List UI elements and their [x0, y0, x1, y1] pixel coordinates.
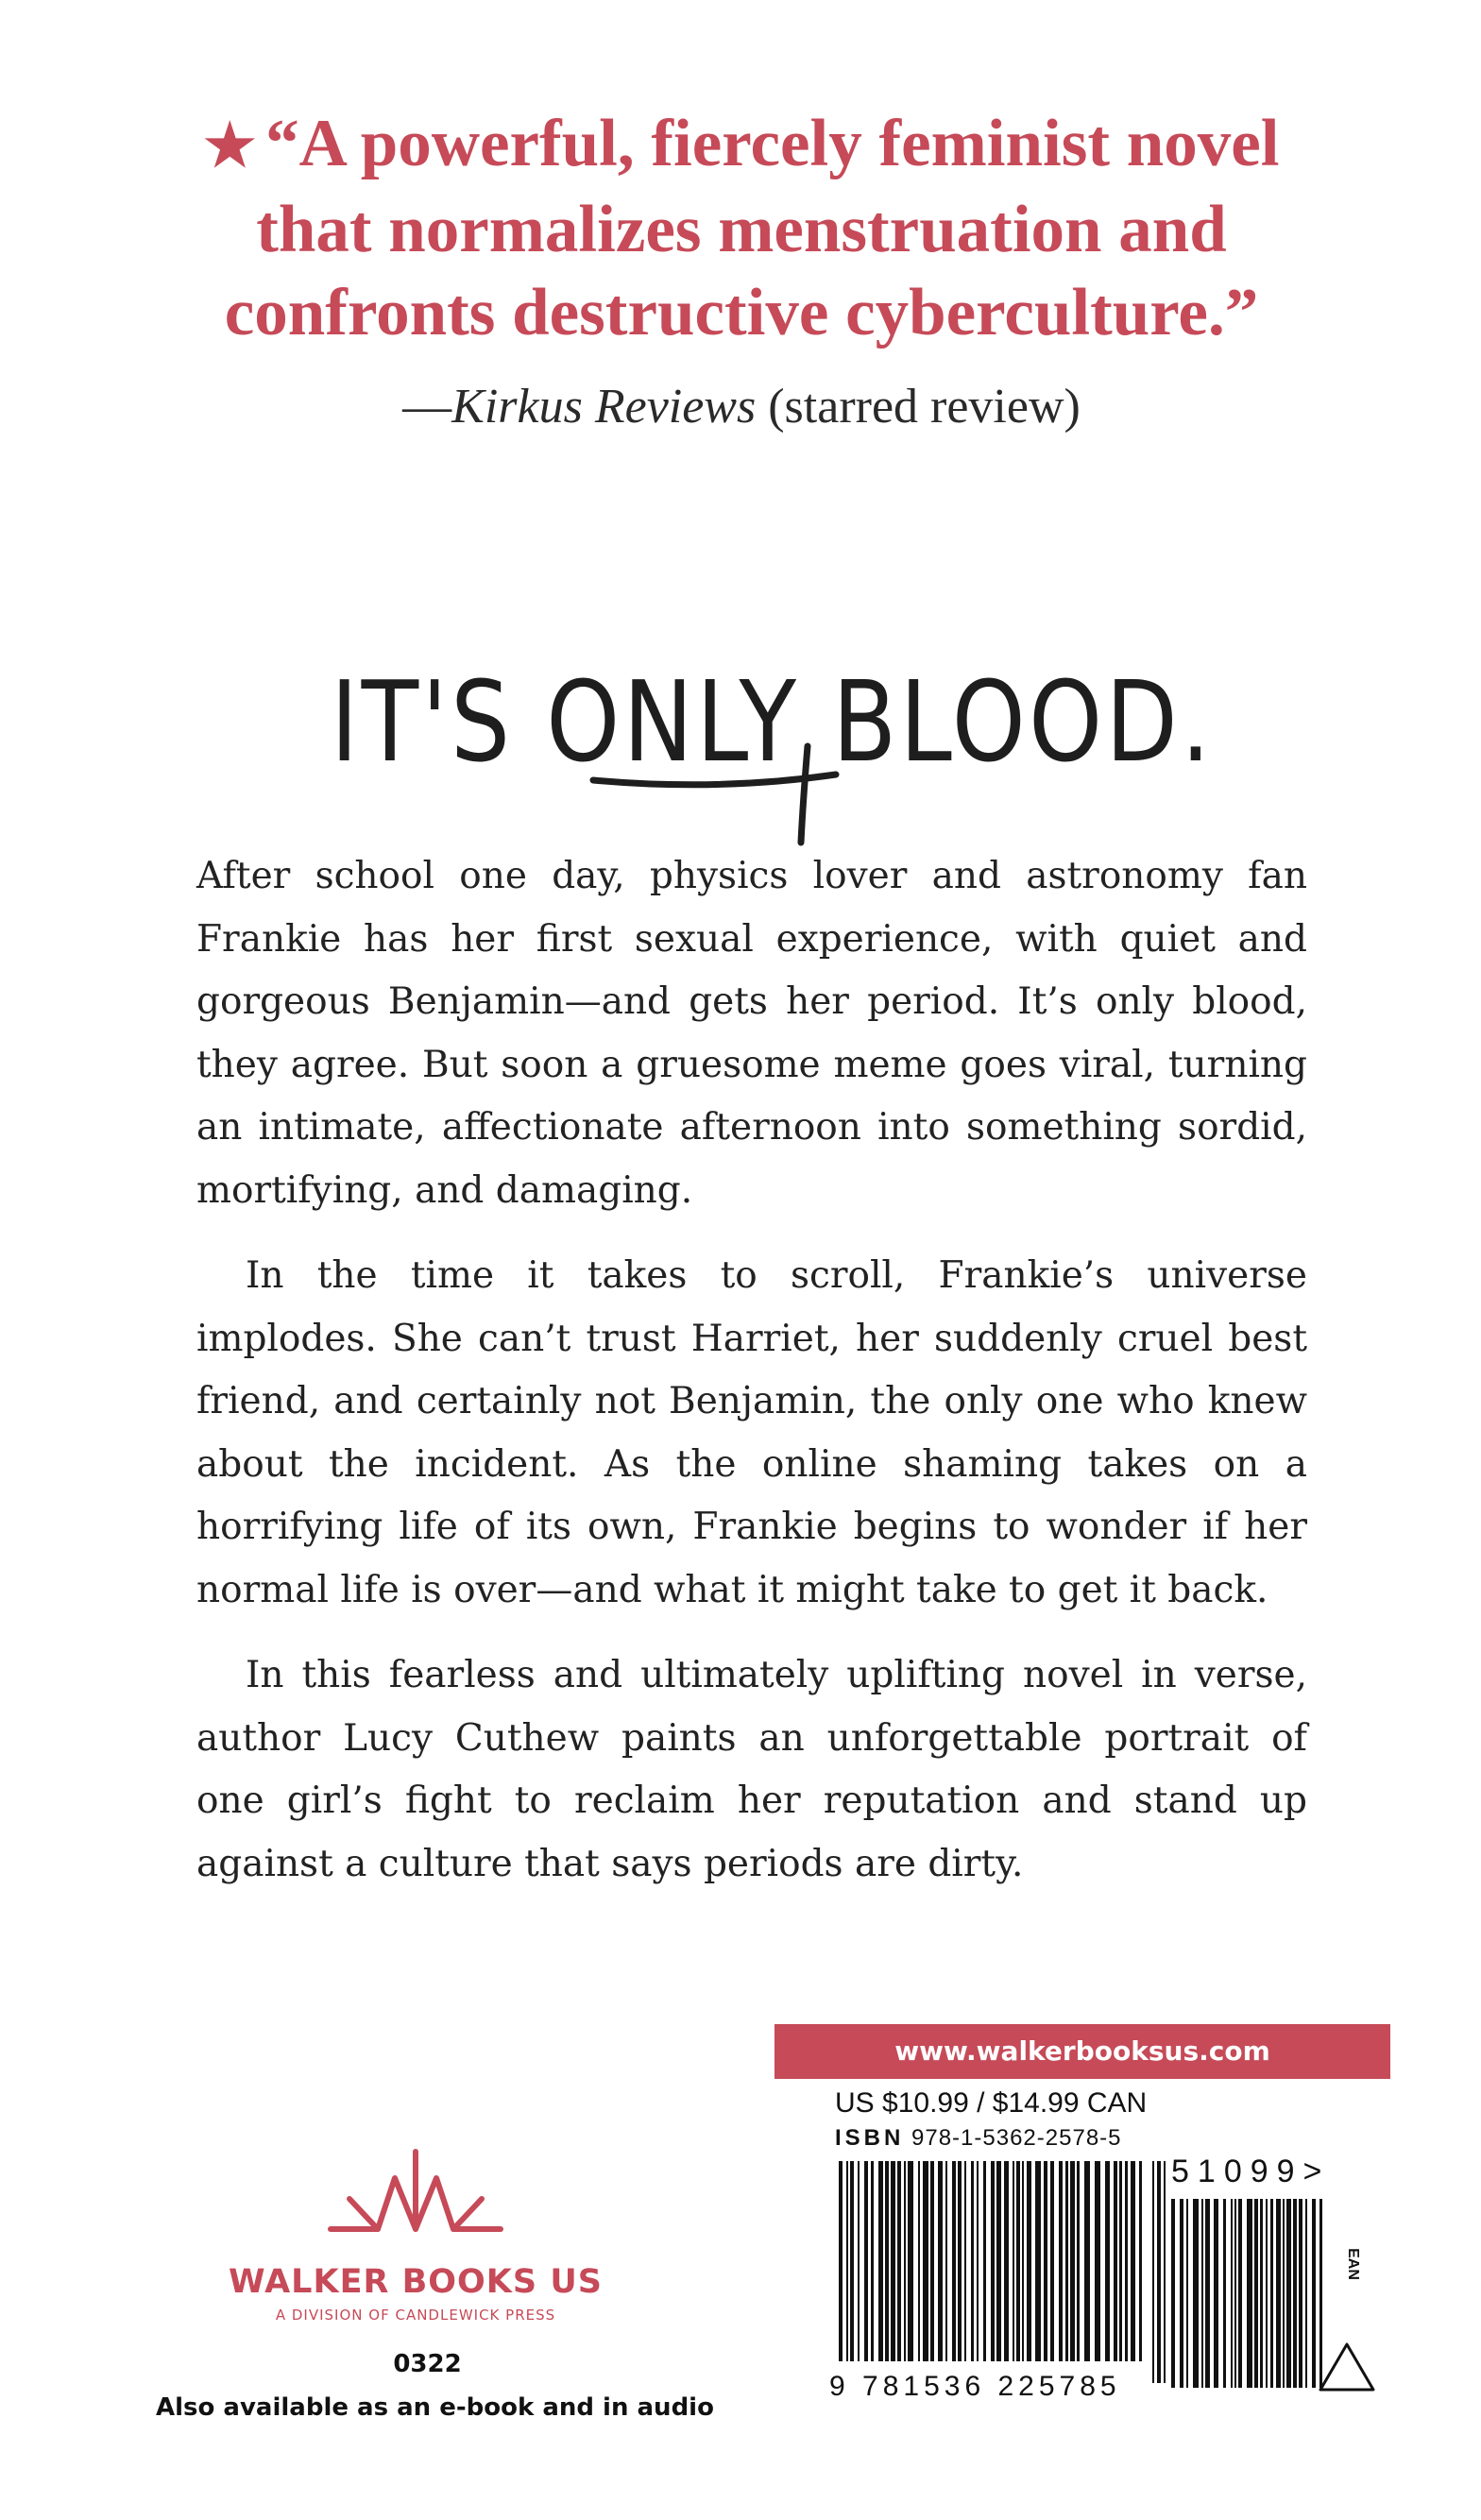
barcode-bar — [1105, 2161, 1110, 2361]
barcode-bar — [1070, 2161, 1075, 2361]
barcode-bar — [891, 2161, 895, 2361]
review-block — [142, 102, 1341, 434]
barcode-bar — [958, 2161, 962, 2361]
supplement-digits: 51099> — [1171, 2154, 1331, 2189]
barcode-bar — [1139, 2161, 1142, 2361]
barcode-bar — [923, 2161, 928, 2361]
barcode-bar — [964, 2161, 966, 2361]
barcode-bar — [1305, 2199, 1307, 2388]
barcode-bar — [1238, 2199, 1242, 2388]
barcode-bar — [1234, 2199, 1236, 2388]
barcode-bar — [1059, 2161, 1063, 2361]
barcode-bar — [1180, 2199, 1183, 2388]
barcode-bar — [850, 2161, 854, 2361]
barcode-bar — [1276, 2199, 1281, 2388]
barcode-bar — [885, 2161, 889, 2361]
barcode-bar — [983, 2161, 986, 2361]
book-description — [196, 845, 1307, 1918]
barcode-bar — [897, 2161, 901, 2361]
supplement-mark: > — [1302, 2154, 1331, 2189]
barcode-bar — [1266, 2199, 1268, 2388]
barcode-bar — [908, 2161, 913, 2361]
barcode-bar — [871, 2161, 874, 2361]
barcode-bar — [1231, 2199, 1233, 2388]
availability-note: Also available as an e-book and in audio — [156, 2393, 714, 2422]
barcode-bar — [846, 2161, 848, 2361]
publisher-website-bar: www.walkerbooksus.com — [775, 2024, 1390, 2079]
barcode-bar — [1125, 2161, 1128, 2361]
triangle-icon — [1317, 2341, 1377, 2393]
publisher-name: WALKER BOOKS US — [229, 2263, 603, 2301]
print-code: 0322 — [393, 2350, 462, 2378]
isbn-label: ISBN — [835, 2125, 905, 2151]
quote-line-1: ★ “A powerful, fiercely feminist novel — [203, 107, 1280, 180]
barcode-bar — [1293, 2199, 1297, 2388]
isbn-line — [835, 2125, 1122, 2152]
barcode-bar — [1027, 2161, 1031, 2361]
barcode-bar — [945, 2161, 947, 2361]
barcode-bar — [1114, 2161, 1117, 2361]
description-paragraph-3: In this fearless and ultimately uplifting novel in verse, author Lucy Cuthew paints an unforgettable portrait of one girl’s fight to reclaim her reputation and stand up against a culture that says periods are dirty. — [196, 1654, 1307, 1885]
barcode-bar — [991, 2161, 995, 2361]
barcode-bar — [1152, 2161, 1154, 2383]
barcode-bar — [1283, 2199, 1285, 2388]
barcode-bar — [1004, 2161, 1009, 2361]
barcode-bar — [1299, 2199, 1302, 2388]
barcode-bar — [1119, 2161, 1122, 2361]
barcode-bar — [1186, 2199, 1188, 2388]
barcode-bar — [1035, 2161, 1041, 2361]
barcode-bar — [1044, 2161, 1047, 2361]
isbn-number: 978-1-5362-2578-5 — [911, 2125, 1122, 2151]
barcode-bar — [1223, 2199, 1226, 2388]
star-icon: ★ — [203, 114, 257, 179]
barcode-bar — [1077, 2161, 1080, 2361]
barcode-bar — [1214, 2199, 1218, 2388]
barcode-bar — [1260, 2199, 1263, 2388]
barcode-bar — [1095, 2161, 1100, 2361]
barcode-bar — [839, 2161, 843, 2361]
price-label: US $10.99 / $14.99 CAN — [835, 2087, 1148, 2119]
barcode-bar — [1205, 2199, 1210, 2388]
barcode-bar — [1164, 2161, 1166, 2383]
barcode-bar — [1050, 2161, 1054, 2361]
barcode-bar — [1270, 2199, 1273, 2388]
publisher-logo — [227, 2142, 604, 2324]
review-note: (starred review) — [756, 380, 1081, 434]
barcode-bar — [1247, 2199, 1252, 2388]
review-attribution: —Kirkus Reviews (starred review) — [402, 380, 1081, 434]
barcode-bar — [1254, 2199, 1258, 2388]
barcode-bar — [1065, 2161, 1068, 2361]
barcode-bar — [1013, 2161, 1014, 2361]
barcode-bar — [1016, 2161, 1020, 2361]
barcode-bar — [1157, 2161, 1161, 2383]
quote-line-2: that normalizes menstruation and — [256, 193, 1227, 266]
barcode-bar — [904, 2161, 906, 2361]
barcode-bar — [971, 2161, 974, 2361]
barcode-bar — [1171, 2199, 1175, 2388]
barcode-bar — [1131, 2161, 1135, 2361]
barcode-bar — [878, 2161, 883, 2361]
footer-info — [156, 2350, 714, 2422]
barcode-digits: 9 781536 225785 — [829, 2371, 1121, 2402]
barcode-bar — [1312, 2199, 1316, 2388]
barcode-bar — [952, 2161, 956, 2361]
description-paragraph-1: After school one day, physics lover and astronomy fan Frankie has her first sexual experience, with quiet and gorgeous Benjamin—and gets her period. It’s only blood, they agree. But soon a gruesome meme goes viral, turning an intimate, affectionate afternoon into something sordid, mortifying, and damaging. — [196, 855, 1307, 1212]
quote-line-3: confronts destructive cyberculture.” — [224, 276, 1259, 349]
description-paragraph-2: In the time it takes to scroll, Frankie’s universe implodes. She can’t trust Harriet, her suddenly cruel best friend, and certainly not Benjamin, the only one who knew about the incident. As the online shaming takes on a horrifying life of its own, Frankie begins to wonder if her normal life is over—and what it might take to get it back. — [196, 1254, 1307, 1611]
publisher-subtitle: A DIVISION OF CANDLEWICK PRESS — [275, 2307, 556, 2324]
barcode-bar — [996, 2161, 1001, 2361]
barcode-bar — [1286, 2199, 1291, 2388]
barcode-bar — [938, 2161, 943, 2361]
barcode-bar — [930, 2161, 934, 2361]
review-source: Kirkus Reviews — [451, 380, 757, 434]
barcode-bar — [864, 2161, 868, 2361]
barcode-bar — [977, 2161, 979, 2361]
barcode-bar — [1193, 2199, 1199, 2388]
ean-label: EAN — [1344, 2248, 1361, 2280]
barcode-bar — [1022, 2161, 1024, 2361]
review-quote — [142, 102, 1341, 354]
walker-sunburst-logo-icon — [321, 2142, 510, 2246]
barcode-bar — [1084, 2161, 1090, 2361]
barcode-bar — [1201, 2199, 1203, 2388]
hand-lettered-title — [321, 633, 1228, 850]
barcode-bar — [858, 2161, 860, 2361]
barcode-bar — [918, 2161, 920, 2361]
title-text: IT'S ONLY BLOOD. — [331, 656, 1214, 787]
